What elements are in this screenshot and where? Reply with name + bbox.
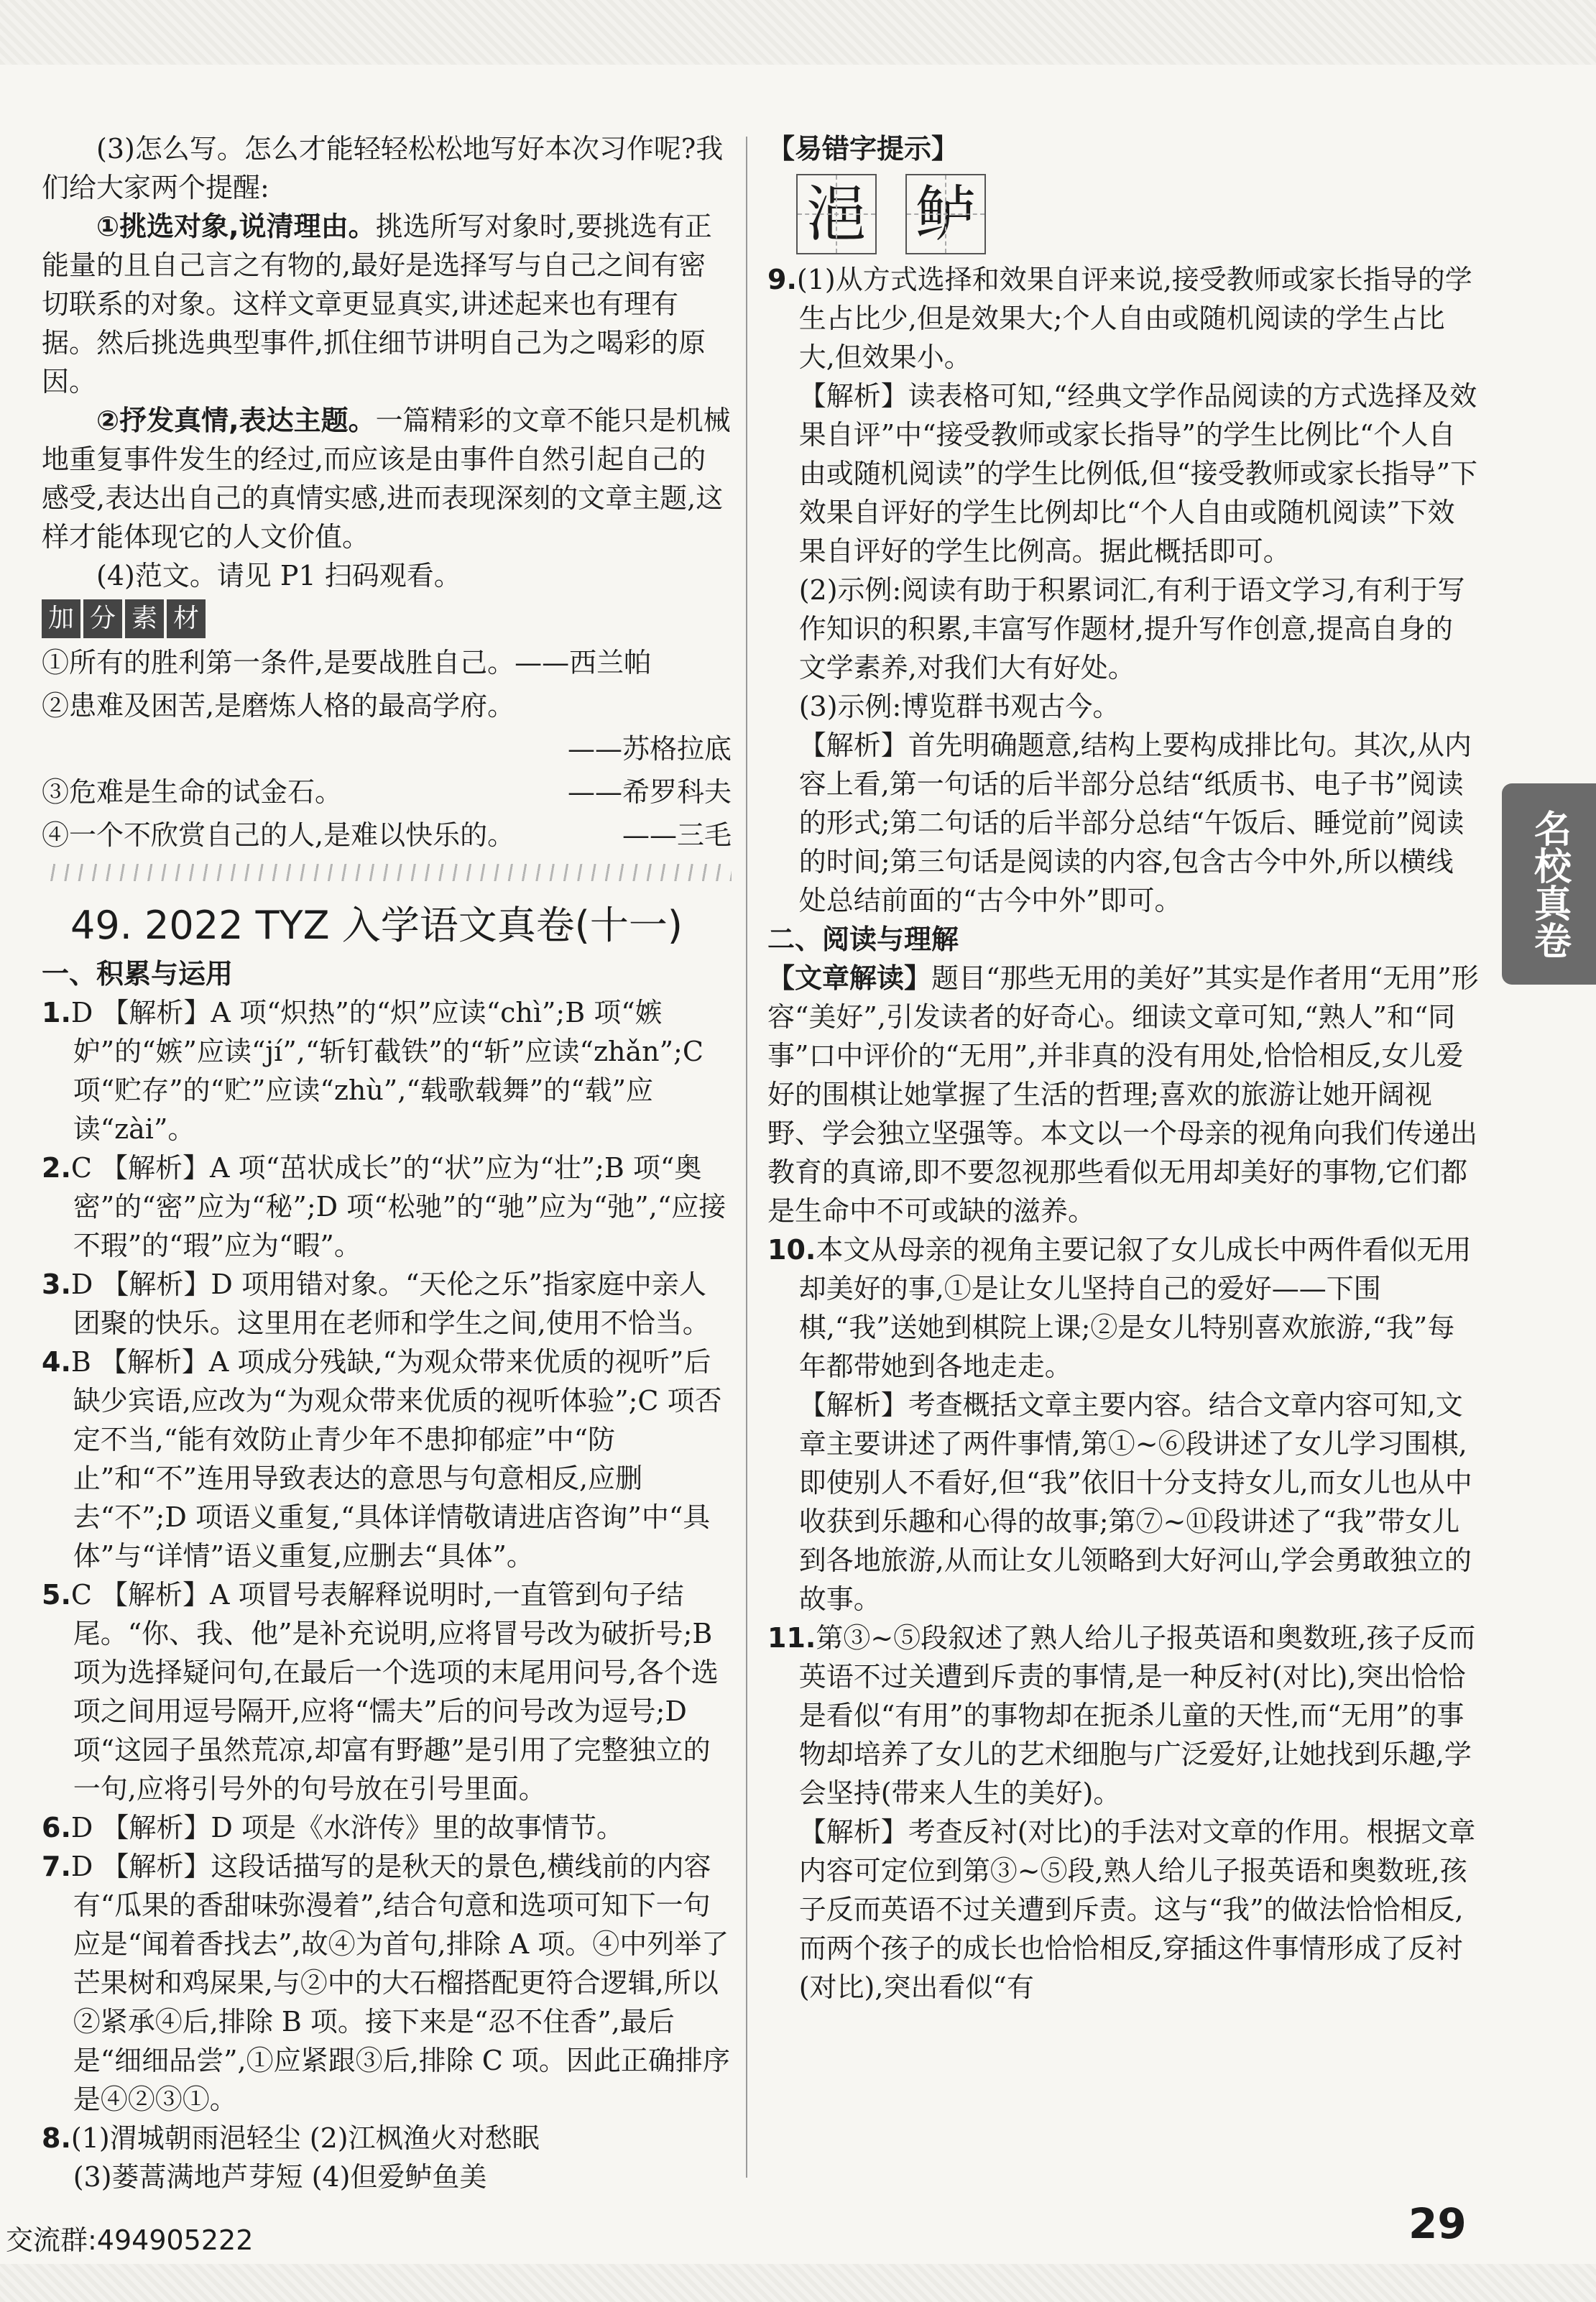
analysis: 【解析】首先明确题意,结构上要构成排比句。其次,从内容上看,第一句话的后半部分总结“纸质书、电子书”阅读的形式;第二句话的后半部分总结“午饭后、睡觉前”阅读的时间;第三句话是阅读的内容,包含古今中外,所以横线处总结前面的“古今中外”即可。 [798,729,1472,916]
section-heading: 一、积累与运用 [42,958,234,990]
answer-item-9: 9.(1)从方式选择和效果自评来说,接受教师或家长指导的学生占比少,但是效果大;个人自由或随机阅读的学生占比大,但效果小。 [767,264,1472,373]
typo-char-grid [796,174,1479,254]
quote-author: ——三毛 [622,819,732,851]
answer-item-10: 10.本文从母亲的视角主要记叙了女儿成长中两件看似无用却美好的事,①是让女儿坚持自己的爱好——下围棋,“我”送她到棋院上课;②是女儿特别喜欢旅游,“我”每年都带她到各地走走。 [767,1234,1472,1382]
bonus-material-tag [42,599,732,638]
side-tab-label: 名校真卷 [1502,783,1596,985]
quote-3: ③危难是生命的试金石。 ——希罗科夫 [42,770,732,814]
typo-char-cell: 浥 [796,174,877,254]
quote-author: ——希罗科夫 [567,776,732,808]
answer-item: 6.D 【解析】D 项是《水浒传》里的故事情节。 [42,1812,624,1843]
article-interpretation: 【文章解读】题目“那些无用的美好”其实是作者用“无用”形容“美好”,引发读者的好奇心。细读文章可知,“熟人”和“同事”口中评价的“无用”,并非真的没有用处,恰恰相反,女儿爱好的围棋让她掌握了生活的哲理;喜欢的旅游让她开阔视野、学会独立坚强等。本文以一个母亲的视角向我们传递出教育的真谛,即不要忽视那些看似无用却美好的事物,它们都是生命中不可或缺的滋养。 [767,962,1479,1227]
tag-char: 加 [42,599,80,638]
tag-char: 材 [167,599,206,638]
left-column [42,129,732,2196]
answer-item: 5.C 【解析】A 项冒号表解释说明时,一直管到句子结尾。“你、我、他”是补充说明,应将冒号改为破折号;B 项为选择疑问句,在最后一个选项的末尾用问号,各个选项之间用逗号隔开,应将“懦夫”后的问号改为逗号;D 项“这园子虽然荒凉,却富有野趣”是引用了完整独立的一句,应将引号外的句号放在引号里面。 [42,1579,719,1805]
answer-item-8: 8.(1)渭城朝雨浥轻尘 (2)江枫渔火对愁眠 [42,2122,540,2154]
tip-1 [42,207,732,401]
answer-item: 7.D 【解析】这段话描写的是秋天的景色,横线前的内容有“瓜果的香甜味弥漫着”,结合句意和选项可知下一句应是“闻着香找去”,故④为首句,排除 A 项。④中列举了芒果树和鸡屎果,与②中的大石榴搭配更符合逻辑,所以②紧承④后,排除 B 项。接下来是“忍不住香”,最后是“细细品尝”,①应紧跟③后,排除 C 项。因此正确排序是④②③①。 [42,1851,730,2115]
answer-item: 1.D 【解析】A 项“炽热”的“炽”应读“chì”;B 项“嫉妒”的“嫉”应读“jí”,“斩钉截铁”的“斩”应读“zhǎn”;C 项“贮存”的“贮”应读“zhù”,“载歌载舞”的“载”应读“zài”。 [42,997,704,1145]
answer-part: (2)示例:阅读有助于积累词汇,有利于语文学习,有利于写作知识的积累,丰富写作题材,提升写作创意,提高自身的文学素养,对我们大有好处。 [798,574,1465,683]
tip-2-text: 一篇精彩的文章不能只是机械地重复事件发生的经过,而应该是由事件自然引起自己的感受,表达出自己的真情实感,进而表现深刻的文章主题,这样才能体现它的人文价值。 [42,405,731,553]
top-scan-border [0,0,1596,65]
quote-4: ④一个不欣赏自己的人,是难以快乐的。 ——三毛 [42,814,732,857]
tag-char: 素 [125,599,164,638]
typo-char-cell: 鲈 [905,174,986,254]
writing-how-paragraph: (3)怎么写。怎么才能轻轻松松地写好本次习作呢?我们给大家两个提醒: [42,133,724,203]
answer-item: 4.B 【解析】A 项成分残缺,“为观众带来优质的视听”后缺少宾语,应改为“为观众带来优质的视听体验”;C 项否定不当,“能有效防止青少年不患抑郁症”中“防止”和“不”连用导致表达的意思与句意相反,应删去“不”;D 项语义重复,“具体详情敬请进店咨询”中“具体”与“详情”语义重复,应删去“具体”。 [42,1346,722,1572]
bottom-scan-border [0,2264,1596,2302]
analysis: 【解析】读表格可知,“经典文学作品阅读的方式选择及效果自评”中“接受教师或家长指导”的学生比例比“个人自由或随机阅读”的学生比例低,但“接受教师或家长指导”下效果自评好的学生比例却比“个人自由或随机阅读”下效果自评好的学生比例高。据此概括即可。 [798,380,1478,567]
section-heading: 二、阅读与理解 [767,924,959,955]
tip-2 [42,401,732,556]
analysis: 【解析】考查反衬(对比)的手法对文章的作用。根据文章内容可定位到第③~⑤段,熟人给儿子报英语和奥数班,孩子反而英语不过关遭到斥责。这与“我”的做法恰恰相反,而两个孩子的成长也恰恰相反,穿插这件事情形成了反衬(对比),突出看似“有 [798,1816,1476,2003]
tag-char: 分 [83,599,122,638]
column-divider [746,137,747,2178]
answer-item: 3.D 【解析】D 项用错对象。“天伦之乐”指家庭中亲人团聚的快乐。这里用在老师和学生之间,使用不恰当。 [42,1269,710,1339]
quote-1: ①所有的胜利第一条件,是要战胜自己。——西兰帕 [42,647,652,678]
quote-author: ——西兰帕 [515,647,652,678]
decorative-divider [42,864,732,881]
tip-2-title: ②抒发真情,表达主题。 [96,405,376,436]
answer-item-8-line2: (3)蒌蒿满地芦芽短 (4)但爱鲈鱼美 [73,2161,487,2193]
answer-item-11: 11.第③~⑤段叙述了熟人给儿子报英语和奥数班,孩子反而英语不过关遭到斥责的事情,是一种反衬(对比),突出恰恰是看似“有用”的事物却在扼杀儿童的天性,而“无用”的事物却培养了女儿的艺术细胞与广泛爱好,让她找到乐趣,学会坚持(带来人生的美好)。 [767,1622,1476,1809]
tip-1-text: 挑选所写对象时,要挑选有正能量的且自己言之有物的,最好是选择写与自己之间有密切联系的对象。这样文章更显真实,讲述起来也有理有据。然后挑选典型事件,抓住细节讲明自己为之喝彩的原因。 [42,211,712,397]
footer-group-text: 交流群:494905222 [6,2224,254,2256]
quote-2: ②患难及困苦,是磨炼人格的最高学府。 [42,690,515,722]
quote-2-author: ——苏格拉底 [567,733,732,765]
right-column [767,129,1479,2007]
analysis: 【解析】考查概括文章主要内容。结合文章内容可知,文章主要讲述了两件事情,第①~⑥段讲述了女儿学习围棋,即使别人不看好,但“我”依旧十分支持女儿,而女儿也从中收获到乐趣和心得的故事;第⑦~⑪段讲述了“我”带女儿到各地旅游,从而让女儿领略到大好河山,学会勇敢独立的故事。 [798,1389,1472,1615]
tip-1-title: ①挑选对象,说清理由。 [96,211,376,242]
answer-item: 2.C 【解析】A 项“茁状成长”的“状”应为“壮”;B 项“奥密”的“密”应为“秘”;D 项“松驰”的“驰”应为“弛”,“应接不瑕”的“瑕”应为“暇”。 [42,1152,726,1261]
page-number: 29 [1408,2199,1467,2248]
typo-tip-title: 【易错字提示】 [767,133,959,165]
sample-essay-note: (4)范文。请见 P1 扫码观看。 [96,560,461,591]
exam-title: 49. 2022 TYZ 入学语文真卷(十一) [70,903,683,948]
answer-part: (3)示例:博览群书观古今。 [798,691,1120,722]
